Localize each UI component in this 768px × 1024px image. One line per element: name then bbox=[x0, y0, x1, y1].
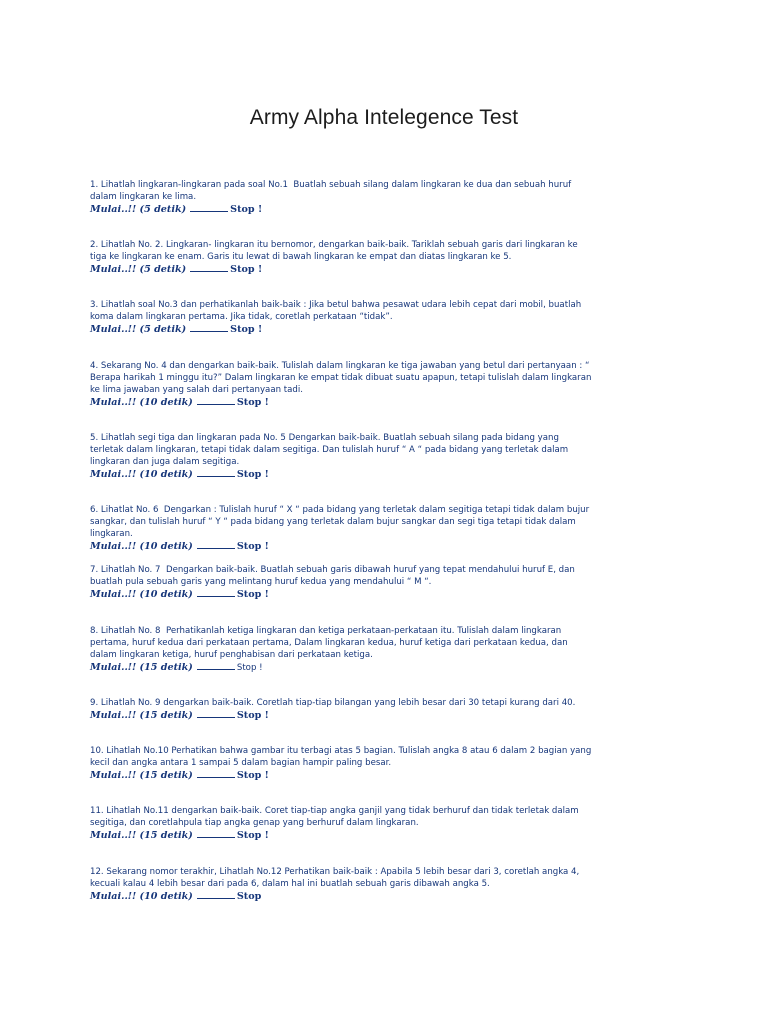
stop-label: Stop ! bbox=[236, 469, 269, 480]
question-line: tiga ke lingkaran ke enam. Garis itu lewat di bawah lingkaran ke empat dan diatas lingkaran ke 5. bbox=[90, 252, 512, 262]
timer-line bbox=[90, 204, 690, 216]
question-11 bbox=[90, 805, 690, 842]
question-line: 5. Lihatlah segi tiga dan lingkaran pada No. 5 Dengarkan baik-baik. Buatlah sebuah silang pada bidang yang bbox=[90, 433, 559, 443]
blank-line bbox=[190, 210, 228, 212]
start-label: Mulai..!! (5 detik) bbox=[90, 204, 187, 215]
timer-line bbox=[90, 324, 690, 336]
question-7 bbox=[90, 564, 690, 601]
start-label: Mulai..!! (15 detik) bbox=[90, 830, 193, 841]
question-line: buatlah pula sebuah garis yang melintang huruf kedua yang mendahului “ M “. bbox=[90, 577, 432, 587]
question-line: 9. Lihatlah No. 9 dengarkan baik-baik. Coretlah tiap-tiap bilangan yang lebih besar dari 30 tetapi kurang dari 40. bbox=[90, 698, 576, 708]
start-label: Mulai..!! (10 detik) bbox=[90, 397, 193, 408]
question-line: kecil dan angka antara 1 sampai 5 dalam bagian hampir paling besar. bbox=[90, 758, 392, 768]
question-6 bbox=[90, 504, 690, 553]
stop-label: Stop ! bbox=[236, 710, 269, 721]
question-line: lingkaran dan juga dalam segitiga. bbox=[90, 457, 240, 467]
question-10 bbox=[90, 745, 690, 782]
question-line: Berapa harikah 1 minggu itu?” Dalam lingkaran ke empat tidak dibuat suatu apapun, tetapi tulislah dalam lingkaran bbox=[90, 373, 592, 383]
question-9 bbox=[90, 697, 690, 722]
blank-line bbox=[197, 475, 235, 477]
blank-line bbox=[197, 716, 235, 718]
blank-line bbox=[190, 270, 228, 272]
question-line: segitiga, dan coretlahpula tiap angka genap yang berhuruf dalam lingkaran. bbox=[90, 818, 419, 828]
question-line: 7. Lihatlah No. 7 Dengarkan baik-baik. Buatlah sebuah garis dibawah huruf yang tepat mendahului huruf E, dan bbox=[90, 565, 575, 575]
question-line: terletak dalam lingkaran, tetapi tidak dalam segitiga. Dan tulislah huruf “ A “ pada bidang yang terletak dalam bbox=[90, 445, 569, 455]
blank-line bbox=[190, 330, 228, 332]
stop-label: Stop ! bbox=[230, 324, 263, 335]
question-line: lingkaran. bbox=[90, 529, 133, 539]
timer-line bbox=[90, 662, 690, 674]
stop-label: Stop ! bbox=[236, 663, 263, 673]
question-12 bbox=[90, 866, 690, 903]
question-1 bbox=[90, 179, 690, 216]
start-label: Mulai..!! (5 detik) bbox=[90, 264, 187, 275]
question-4 bbox=[90, 360, 690, 409]
stop-label: Stop ! bbox=[236, 541, 269, 552]
stop-label: Stop ! bbox=[236, 830, 269, 841]
question-line: 10. Lihatlah No.10 Perhatikan bahwa gambar itu terbagi atas 5 bagian. Tulislah angka 8 atau 6 dalam 2 bagian yang bbox=[90, 746, 592, 756]
stop-label: Stop ! bbox=[236, 397, 269, 408]
question-line: ke lima jawaban yang salah dari pertanyaan tadi. bbox=[90, 385, 303, 395]
question-line: dalam lingkaran ke lima. bbox=[90, 192, 197, 202]
question-line: 3. Lihatlah soal No.3 dan perhatikanlah baik-baik : Jika betul bahwa pesawat udara lebih cepat dari mobil, buatlah bbox=[90, 300, 582, 310]
timer-line bbox=[90, 469, 690, 481]
question-8 bbox=[90, 625, 690, 674]
stop-label: Stop ! bbox=[236, 589, 269, 600]
question-line: 1. Lihatlah lingkaran-lingkaran pada soal No.1 Buatlah sebuah silang dalam lingkaran ke dua dan sebuah huruf bbox=[90, 180, 572, 190]
start-label: Mulai..!! (15 detik) bbox=[90, 710, 193, 721]
start-label: Mulai..!! (10 detik) bbox=[90, 469, 193, 480]
question-2 bbox=[90, 239, 690, 276]
blank-line bbox=[197, 897, 235, 899]
question-5 bbox=[90, 432, 690, 481]
start-label: Mulai..!! (15 detik) bbox=[90, 770, 193, 781]
question-line: dalam lingkaran ketiga, huruf penghabisan dari perkataan ketiga. bbox=[90, 650, 373, 660]
blank-line bbox=[197, 776, 235, 778]
stop-label: Stop ! bbox=[236, 770, 269, 781]
start-label: Mulai..!! (15 detik) bbox=[90, 662, 193, 673]
stop-label: Stop ! bbox=[230, 264, 263, 275]
question-line: sangkar, dan tulislah huruf “ Y “ pada bidang yang terletak dalam bujur sangkar dan segi tiga tetapi tidak dalam bbox=[90, 517, 576, 527]
blank-line bbox=[197, 547, 235, 549]
timer-line bbox=[90, 589, 690, 601]
timer-line bbox=[90, 770, 690, 782]
timer-line bbox=[90, 710, 690, 722]
question-line: 11. Lihatlah No.11 dengarkan baik-baik. Coret tiap-tiap angka ganjil yang tidak berhuruf dan tidak terletak dalam bbox=[90, 806, 579, 816]
question-line: 6. Lihatlat No. 6 Dengarkan : Tulislah huruf “ X “ pada bidang yang terletak dalam segitiga tetapi tidak dalam bujur bbox=[90, 505, 590, 515]
question-line: koma dalam lingkaran pertama. Jika tidak, coretlah perkataan “tidak”. bbox=[90, 312, 393, 322]
start-label: Mulai..!! (5 detik) bbox=[90, 324, 187, 335]
timer-line bbox=[90, 541, 690, 553]
timer-line bbox=[90, 830, 690, 842]
question-line: 2. Lihatlah No. 2. Lingkaran- lingkaran itu bernomor, dengarkan baik-baik. Tariklah sebuah garis dari lingkaran ke bbox=[90, 240, 578, 250]
start-label: Mulai..!! (10 detik) bbox=[90, 541, 193, 552]
start-label: Mulai..!! (10 detik) bbox=[90, 589, 193, 600]
timer-line bbox=[90, 264, 690, 276]
question-3 bbox=[90, 299, 690, 336]
timer-line bbox=[90, 891, 690, 903]
blank-line bbox=[197, 403, 235, 405]
blank-line bbox=[197, 668, 235, 670]
question-line: kecuali kalau 4 lebih besar dari pada 6, dalam hal ini buatlah sebuah garis dibawah angka 5. bbox=[90, 879, 490, 889]
stop-label: Stop ! bbox=[230, 204, 263, 215]
question-line: pertama, huruf kedua dari perkataan pertama, Dalam lingkaran kedua, huruf ketiga dari perkataan kedua, dan bbox=[90, 638, 568, 648]
blank-line bbox=[197, 595, 235, 597]
question-line: 12. Sekarang nomor terakhir, Lihatlah No.12 Perhatikan baik-baik : Apabila 5 lebih besar dari 3, coretlah angka 4, bbox=[90, 867, 580, 877]
start-label: Mulai..!! (10 detik) bbox=[90, 891, 193, 902]
blank-line bbox=[197, 836, 235, 838]
question-line: 4. Sekarang No. 4 dan dengarkan baik-baik. Tulislah dalam lingkaran ke tiga jawaban yang betul dari pertanyaan : “ bbox=[90, 361, 590, 371]
question-line: 8. Lihatlah No. 8 Perhatikanlah ketiga lingkaran dan ketiga perkataan-perkataan itu. Tulislah dalam lingkaran bbox=[90, 626, 562, 636]
timer-line bbox=[90, 397, 690, 409]
stop-label: Stop bbox=[236, 891, 262, 902]
page-title: Army Alpha Intelegence Test bbox=[249, 106, 519, 129]
